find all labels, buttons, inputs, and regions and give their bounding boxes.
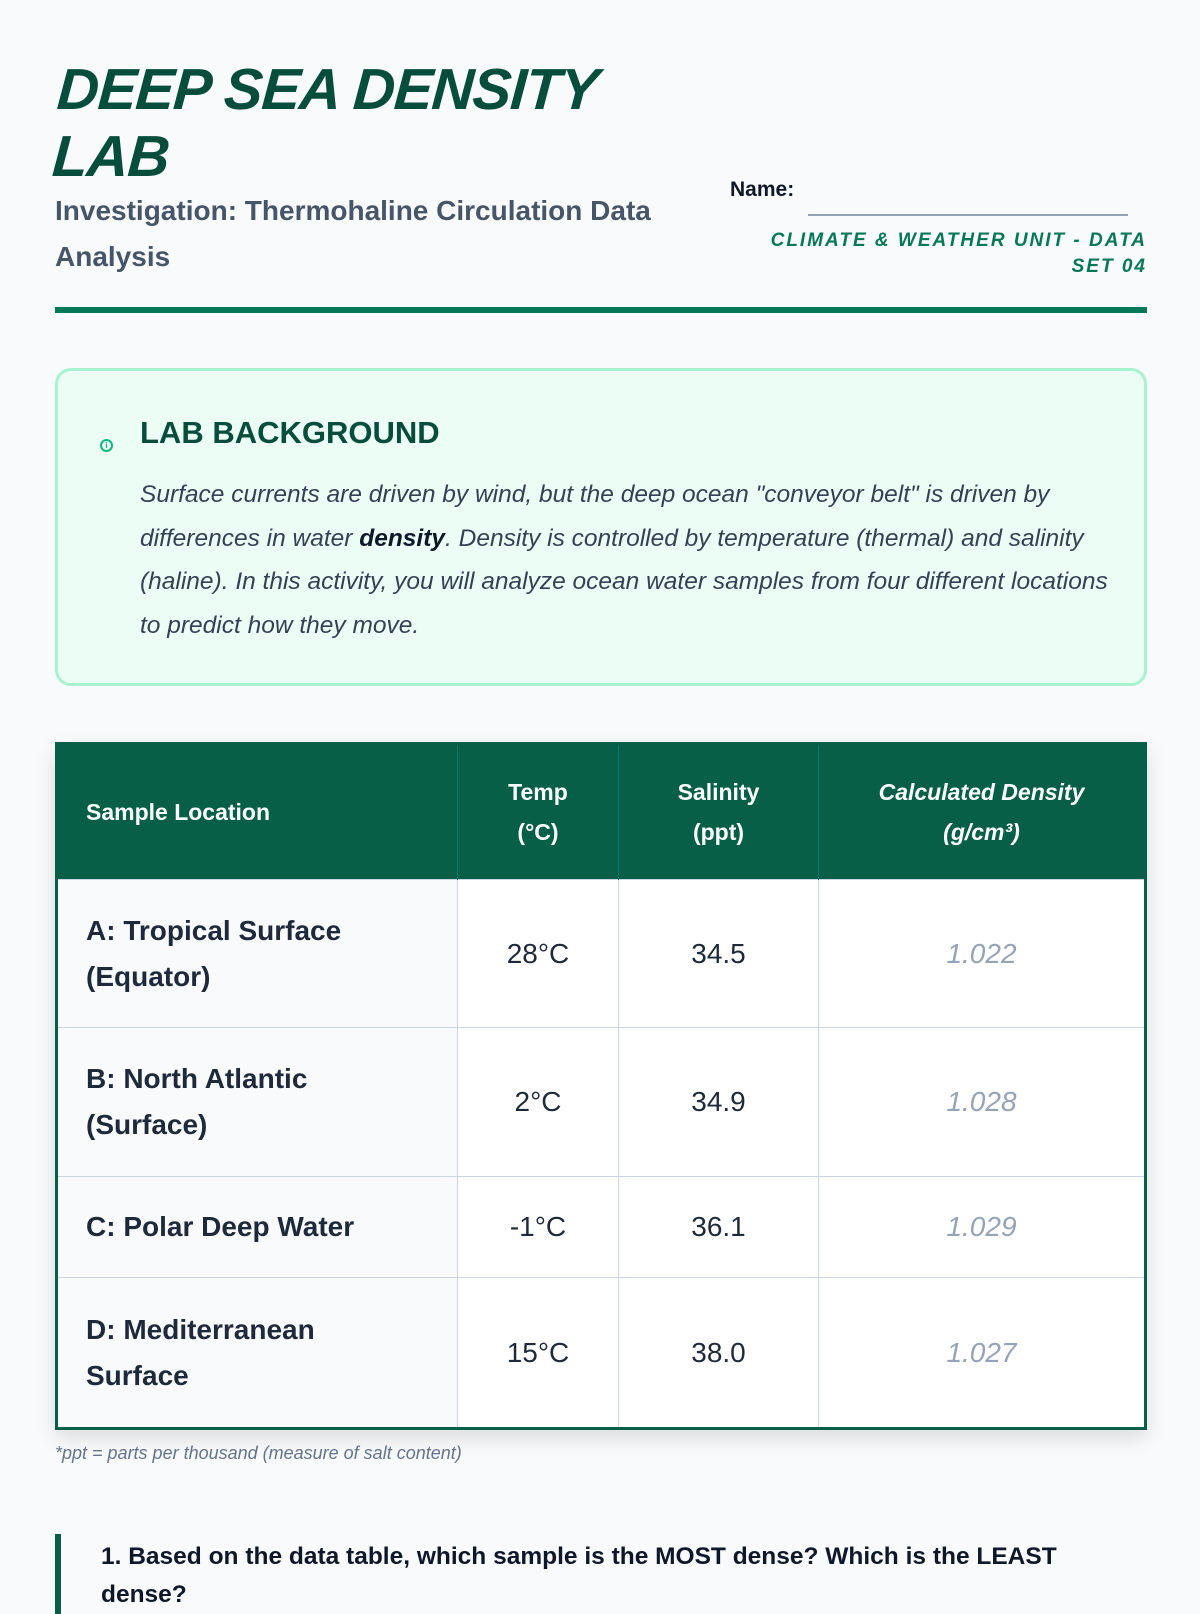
table-footnote: *ppt = parts per thousand (measure of salt content) — [55, 1443, 462, 1463]
column-header: Temp (°C) — [458, 744, 619, 880]
salinity-cell: 34.9 — [619, 1028, 819, 1177]
lab-background-box — [55, 368, 1147, 686]
background-text — [140, 473, 1110, 647]
table-header-row — [57, 744, 1146, 880]
data-table — [55, 742, 1147, 1430]
table-row — [57, 880, 1146, 1028]
name-field-row — [730, 178, 1128, 202]
temp-cell: 28°C — [458, 880, 619, 1028]
background-text-part: . Density is controlled by temperature (thermal) and salinity (haline). In this activity, you will analyze ocean water samples from four different locations to predict how they move. — [140, 524, 1108, 639]
density-cell: 1.028 — [819, 1028, 1146, 1177]
location-cell: C: Polar Deep Water — [57, 1177, 458, 1278]
page-title: DEEP SEA DENSITY LAB — [50, 57, 600, 189]
density-cell: 1.022 — [819, 880, 1146, 1028]
name-input-line[interactable] — [808, 214, 1128, 216]
salinity-cell: 34.5 — [619, 880, 819, 1028]
salinity-cell: 36.1 — [619, 1177, 819, 1278]
unit-label: CLIMATE & WEATHER UNIT - DATA SET 04 — [770, 230, 1147, 277]
location-cell: D: Mediterranean Surface — [57, 1278, 458, 1429]
location-cell: A: Tropical Surface (Equator) — [57, 880, 458, 1028]
temp-cell: -1°C — [458, 1177, 619, 1278]
table-row — [57, 1028, 1146, 1177]
background-text-bold: density — [359, 524, 446, 552]
background-text-part: Surface currents are driven by wind, but the deep ocean "conveyor belt" is driven by differences in water — [140, 481, 1050, 552]
page-subtitle: Investigation: Thermohaline Circulation Data Analysis — [55, 195, 651, 272]
temp-cell: 2°C — [458, 1028, 619, 1177]
background-title: LAB BACKGROUND — [140, 415, 440, 450]
column-header: Sample Location — [57, 744, 458, 880]
density-cell: 1.027 — [819, 1278, 1146, 1429]
density-cell: 1.029 — [819, 1177, 1146, 1278]
info-icon: i — [100, 439, 113, 452]
header-divider — [55, 307, 1147, 313]
salinity-cell: 38.0 — [619, 1278, 819, 1429]
table-row — [57, 1177, 1146, 1278]
question-1: 1. Based on the data table, which sample is the MOST dense? Which is the LEAST dense? — [55, 1534, 1147, 1614]
location-cell: B: North Atlantic (Surface) — [57, 1028, 458, 1177]
table-row — [57, 1278, 1146, 1429]
name-label: Name: — [730, 178, 795, 201]
column-header: Salinity (ppt) — [619, 744, 819, 880]
column-header: Calculated Density (g/cm³) — [819, 744, 1146, 880]
temp-cell: 15°C — [458, 1278, 619, 1429]
